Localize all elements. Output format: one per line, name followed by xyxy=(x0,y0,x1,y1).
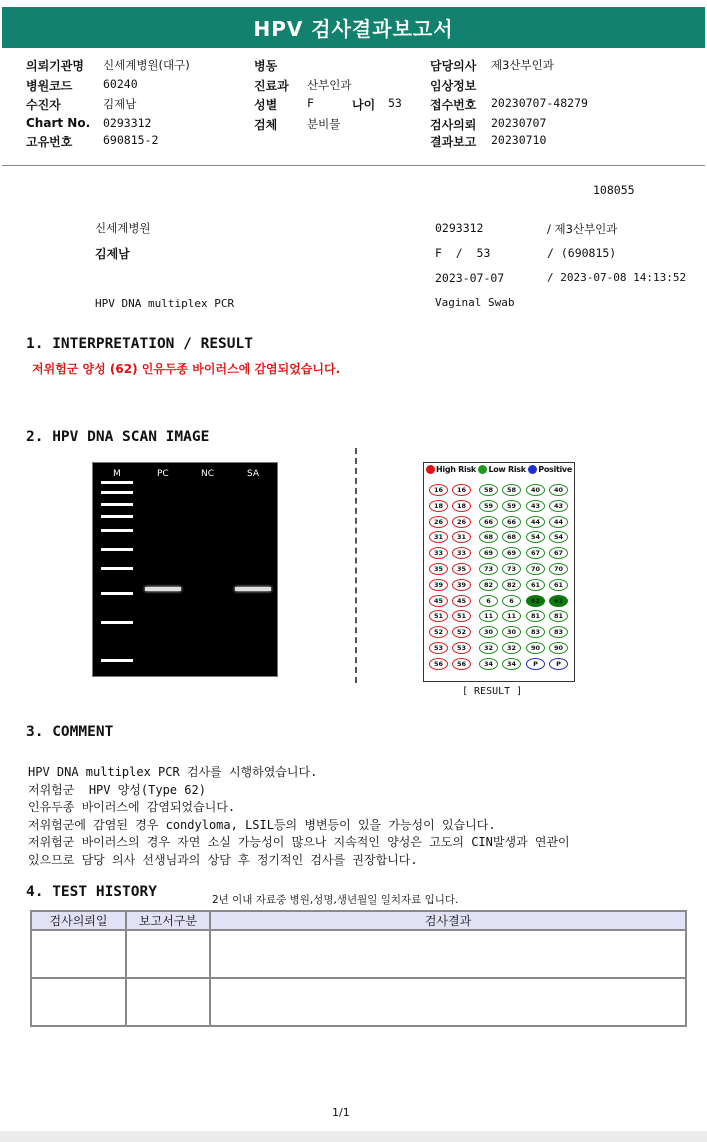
report-value: 20230710 xyxy=(491,133,547,147)
genotype-probe: 44 xyxy=(526,516,545,528)
ward-label: 병동 xyxy=(254,59,278,73)
patient-value: 김제남 xyxy=(103,97,137,111)
table-row xyxy=(31,978,686,1026)
report-birth: / (690815) xyxy=(547,246,617,260)
comment-text xyxy=(28,764,570,869)
history-cell xyxy=(210,978,686,1026)
ladder-band xyxy=(101,491,133,494)
genotype-probe: 34 xyxy=(479,658,498,670)
report-request-date: 2023-07-07 xyxy=(435,271,505,285)
specimen-value: 분비물 xyxy=(307,117,341,131)
unique-label: 고유번호 xyxy=(26,135,73,149)
report-title: HPV 검사결과보고서 xyxy=(2,7,705,48)
report-sex-age: F / 53 xyxy=(435,246,491,260)
genotype-probe: 62 xyxy=(549,595,568,607)
sex-label: 성별 xyxy=(254,98,278,112)
ladder-band xyxy=(101,659,133,662)
genotype-probe: 59 xyxy=(502,500,521,512)
comment-line: 있으므로 담당 의사 선생님과의 상담 후 정기적인 검사를 권장합니다. xyxy=(28,852,418,867)
genotype-probe: 59 xyxy=(479,500,498,512)
clinical-label: 임상정보 xyxy=(430,79,477,93)
history-cell xyxy=(126,978,210,1026)
report-patient-name: 김제남 xyxy=(95,247,130,261)
genotype-probe: 82 xyxy=(479,579,498,591)
genotype-probe: 53 xyxy=(452,642,471,654)
institution-value: 신세계병원(대구) xyxy=(103,58,190,72)
genotype-probe: 45 xyxy=(429,595,448,607)
comment-line: 인유두종 바이러스에 감염되었습니다. xyxy=(28,800,236,814)
report-doctor: / 제3산부인과 xyxy=(547,222,618,236)
ladder-band xyxy=(101,567,133,570)
genotype-probe: 58 xyxy=(479,484,498,496)
lane-label-nc: NC xyxy=(201,469,215,479)
hospital-code-label: 병원코드 xyxy=(26,79,73,93)
table-row xyxy=(31,930,686,978)
genotype-probe: 68 xyxy=(502,531,521,543)
specimen-label: 검체 xyxy=(254,118,278,132)
ladder-band xyxy=(101,529,133,532)
genotype-probe: 61 xyxy=(526,579,545,591)
genotype-probe: 52 xyxy=(452,626,471,638)
genotype-probe: 90 xyxy=(549,642,568,654)
history-cell xyxy=(126,930,210,978)
genotype-probe: 73 xyxy=(479,563,498,575)
genotype-probe: 35 xyxy=(429,563,448,575)
high-risk-dot-icon xyxy=(426,465,435,474)
genotype-probe: 83 xyxy=(549,626,568,638)
ref-number: 108055 xyxy=(593,183,635,197)
genotype-probe: 33 xyxy=(429,547,448,559)
reception-label: 접수번호 xyxy=(430,98,477,112)
history-cell xyxy=(210,930,686,978)
genotype-probe: 40 xyxy=(549,484,568,496)
report-test-name: HPV DNA multiplex PCR xyxy=(95,297,235,310)
genotype-probe: 81 xyxy=(549,610,568,622)
section-history-heading: 4. TEST HISTORY xyxy=(26,884,157,900)
genotype-probe: 33 xyxy=(452,547,471,559)
interpretation-result: 저위험군 양성 (62) 인유두종 바이러스에 감염되었습니다. xyxy=(32,362,341,376)
institution-label: 의뢰기관명 xyxy=(26,59,84,73)
report-label: 결과보고 xyxy=(430,135,477,149)
result-caption: [ RESULT ] xyxy=(462,686,523,697)
report-specimen: Vaginal Swab xyxy=(435,296,515,309)
genotype-probe: 43 xyxy=(549,500,568,512)
report-datetime: / 2023-07-08 14:13:52 xyxy=(547,271,687,284)
genotype-probe: 82 xyxy=(502,579,521,591)
section-comment-heading: 3. COMMENT xyxy=(26,724,114,740)
ladder-band xyxy=(101,548,133,551)
doctor-value: 제3산부인과 xyxy=(491,58,554,72)
genotype-probe: 53 xyxy=(429,642,448,654)
hpv-genotype-panel xyxy=(423,462,575,682)
genotype-probe: 56 xyxy=(429,658,448,670)
genotype-probe: 83 xyxy=(526,626,545,638)
genotype-probe: 62 xyxy=(526,595,545,607)
section-interpretation-heading: 1. INTERPRETATION / RESULT xyxy=(26,336,253,352)
genotype-probe: 66 xyxy=(502,516,521,528)
genotype-probe: 54 xyxy=(549,531,568,543)
genotype-probe: 56 xyxy=(452,658,471,670)
genotype-probe: 52 xyxy=(429,626,448,638)
genotype-probe: 45 xyxy=(452,595,471,607)
genotype-probe: 18 xyxy=(429,500,448,512)
genotype-probe: 26 xyxy=(429,516,448,528)
genotype-probe: 43 xyxy=(526,500,545,512)
genotype-probe: 68 xyxy=(479,531,498,543)
history-cell xyxy=(31,930,126,978)
request-value: 20230707 xyxy=(491,116,547,130)
dept-value: 산부인과 xyxy=(307,78,352,92)
genotype-probe: 16 xyxy=(429,484,448,496)
genotype-probe: 67 xyxy=(549,547,568,559)
patient-label: 수진자 xyxy=(26,98,61,112)
comment-line: 저위험군에 감염된 경우 condyloma, LSIL등의 병변등이 있을 가능성이 있습니다. xyxy=(28,817,496,832)
reception-value: 20230707-48279 xyxy=(491,96,588,110)
chart-value: 0293312 xyxy=(103,116,152,130)
lane-label-pc: PC xyxy=(157,469,169,479)
genotype-probe: 67 xyxy=(526,547,545,559)
genotype-probe: 35 xyxy=(452,563,471,575)
chart-label: Chart No. xyxy=(26,116,91,130)
ladder-band xyxy=(101,592,133,595)
low-risk-dot-icon xyxy=(478,465,487,474)
hospital-code-value: 60240 xyxy=(103,77,138,91)
lane-label-m: M xyxy=(113,469,121,479)
genotype-probe: 18 xyxy=(452,500,471,512)
legend-high: High Risk xyxy=(436,465,476,474)
genotype-probe: 66 xyxy=(479,516,498,528)
pc-band xyxy=(145,587,181,591)
genotype-probe: 81 xyxy=(526,610,545,622)
history-cell xyxy=(31,978,126,1026)
unique-value: 690815-2 xyxy=(103,133,159,147)
comment-line: 저위험군 바이러스의 경우 자연 소실 가능성이 많으나 지속적인 양성은 고도의 CIN발생과 연관이 xyxy=(28,835,570,849)
section-scan-heading: 2. HPV DNA SCAN IMAGE xyxy=(26,429,210,445)
legend-pos: Positive xyxy=(538,465,572,474)
age-label: 나이 xyxy=(352,98,376,112)
genotype-probe: 70 xyxy=(526,563,545,575)
history-col-result: 검사결과 xyxy=(210,911,686,930)
genotype-probe: 90 xyxy=(526,642,545,654)
history-note: 2년 이내 자료중 병원,성명,생년월일 일치자료 입니다. xyxy=(212,894,459,906)
genotype-probe: 39 xyxy=(452,579,471,591)
doctor-label: 담당의사 xyxy=(430,59,477,73)
genotype-probe: P xyxy=(549,658,568,670)
genotype-probe: 73 xyxy=(502,563,521,575)
genotype-probe: 26 xyxy=(452,516,471,528)
ladder-band xyxy=(101,481,133,484)
genotype-probe: 69 xyxy=(479,547,498,559)
genotype-probe: 40 xyxy=(526,484,545,496)
genotype-probe: 30 xyxy=(502,626,521,638)
dashed-divider xyxy=(355,448,357,683)
genotype-probe: 32 xyxy=(479,642,498,654)
history-header-row xyxy=(31,911,686,930)
lane-label-sa: SA xyxy=(247,469,260,479)
genotype-probe: 30 xyxy=(479,626,498,638)
ladder-band xyxy=(101,503,133,506)
genotype-probe: P xyxy=(526,658,545,670)
genotype-probe: 44 xyxy=(549,516,568,528)
history-table xyxy=(30,910,687,1027)
genotype-probe: 32 xyxy=(502,642,521,654)
page-number: 1/1 xyxy=(332,1106,350,1119)
genotype-probe: 51 xyxy=(452,610,471,622)
genotype-probe: 58 xyxy=(502,484,521,496)
genotype-probe: 16 xyxy=(452,484,471,496)
history-col-report-type: 보고서구분 xyxy=(126,911,210,930)
panel-legend xyxy=(426,465,572,474)
ladder-band xyxy=(101,621,133,624)
report-chart: 0293312 xyxy=(435,221,484,235)
genotype-probe: 51 xyxy=(429,610,448,622)
request-label: 검사의뢰 xyxy=(430,118,477,132)
genotype-probe: 31 xyxy=(452,531,471,543)
footer-strip xyxy=(0,1131,707,1142)
genotype-probe: 6 xyxy=(502,595,521,607)
genotype-probe: 69 xyxy=(502,547,521,559)
history-col-request-date: 검사의뢰일 xyxy=(31,911,126,930)
genotype-probe: 11 xyxy=(502,610,521,622)
genotype-probe: 34 xyxy=(502,658,521,670)
genotype-probe: 61 xyxy=(549,579,568,591)
positive-dot-icon xyxy=(528,465,537,474)
genotype-probe: 54 xyxy=(526,531,545,543)
comment-line: HPV DNA multiplex PCR 검사를 시행하였습니다. xyxy=(28,765,318,779)
ladder-band xyxy=(101,515,133,518)
genotype-probe: 70 xyxy=(549,563,568,575)
comment-line: 저위험군 HPV 양성(Type 62) xyxy=(28,782,206,797)
genotype-probe: 11 xyxy=(479,610,498,622)
genotype-probe: 31 xyxy=(429,531,448,543)
legend-low: Low Risk xyxy=(488,465,526,474)
gel-electrophoresis-image xyxy=(92,462,278,677)
sex-value: F xyxy=(307,96,314,110)
report-hospital: 신세계병원 xyxy=(95,221,151,235)
dept-label: 진료과 xyxy=(254,79,289,93)
age-value: 53 xyxy=(388,96,402,110)
genotype-probe: 6 xyxy=(479,595,498,607)
genotype-probe: 39 xyxy=(429,579,448,591)
patient-header xyxy=(2,48,705,166)
sa-band xyxy=(235,587,271,591)
